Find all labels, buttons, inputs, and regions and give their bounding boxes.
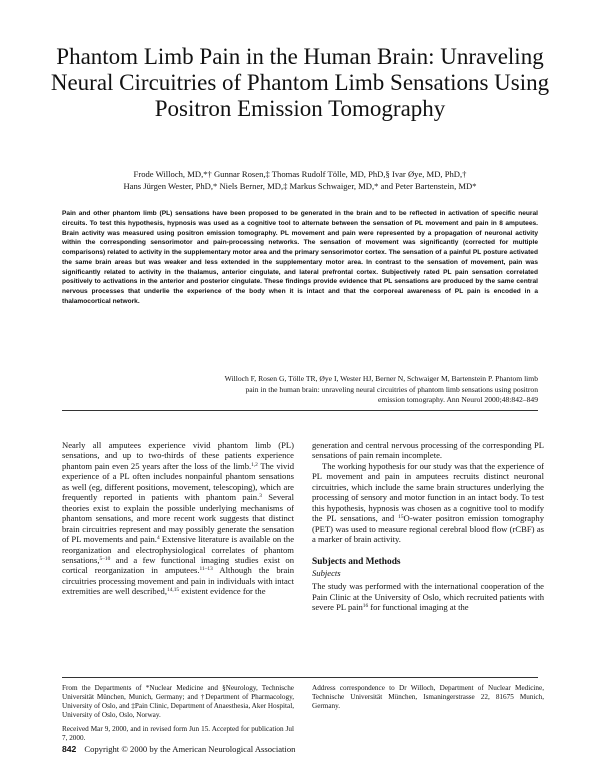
hypothesis-text-a: The working hypothesis for our study was that the experience of PL movement and pain in amputees recruits distinct neuronal circuitries, which include the same brain structures underlying the processing of sensory and motor function in an intact body. To test this hypothesis, hypnosis was chosen as a cognitive tool to modify the PL sensations, and (312, 460, 544, 524)
intro-text-c: Several theories exist to explain the possible underlying mechanisms of phantom sensations, and more recent work suggests that distinct brain circuitries represent and may possibly generate the sensation of PL movements and pain. (62, 492, 295, 545)
citation-line-3: emission tomography. Ann Neurol 2000;48:842–849 (377, 395, 538, 405)
copyright-line: Copyright © 2000 by the American Neurological Association (84, 744, 296, 754)
affiliation-note: From the Departments of *Nuclear Medicine and §Neurology, Technische Universität München, Munich, Germany; and †Department of Pharmacology, University of Oslo, and ‡Pain Clinic, Department of Anaesthesia, Aker Hospital, University of Oslo, Oslo, Norway. (62, 684, 294, 720)
citation-line-2: pain in the human brain: unraveling neural circuitries of phantom limb sensations using positron (245, 384, 538, 394)
author-list (60, 168, 540, 192)
intro-text-g: existent evidence for the (179, 586, 266, 597)
subjects-text-b: for functional imaging at the (368, 602, 469, 613)
subsection-heading: Subjects (312, 567, 341, 578)
footnote-column-left (62, 684, 294, 749)
isotope-superscript: 15 (398, 514, 404, 521)
hypothesis-text-b: O-water positron emission tomography (PET) was used to measure regional cerebral blood flow (rCBF) as a marker of brain activity. (312, 513, 544, 545)
intro-text-e: and a few functional imaging studies exist on cortical reorganization in amputees. (62, 554, 294, 576)
correspondence-note: Address correspondence to Dr Willoch, Department of Nuclear Medicine, Technische Universität München, Ismaningerstrasse 22, 81675 Munich, Germany. (312, 684, 544, 711)
intro-text-f: Although the brain circuitries processing movement and pain in individuals with intact extremities are well described, (62, 565, 294, 597)
footnote-column-right (312, 684, 544, 716)
intro-text-a: Nearly all amputees experience vivid phantom limb (PL) sensations, and up to two-thirds of these patients experience phantom pain even 25 years after the loss of the limb. (62, 440, 294, 471)
subjects-text-a: The study was performed with the international cooperation of the Pain Clinic at the University of Oslo, which recruited patients with severe PL pain (312, 581, 544, 613)
article-title: Phantom Limb Pain in the Human Brain: Unraveling Neural Circuitries of Phantom Limb Sensations Using Positron Emission Tomography (50, 44, 550, 121)
author-line-2: Hans Jürgen Wester, PhD,* Niels Berner, MD,‡ Markus Schwaiger, MD,* and Peter Bartenstein, MD* (123, 181, 477, 191)
ref-superscript: 16 (362, 603, 369, 610)
subjects-paragraph (312, 581, 544, 612)
citation-line-1: Willoch F, Rosen G, Tölle TR, Øye I, Wester HJ, Berner N, Schwaiger M, Bartenstein P. Phantom limb (224, 374, 538, 383)
continued-paragraph: generation and central nervous processing of the corresponding PL sensations of pain remain incomplete. (312, 440, 544, 461)
ref-superscript: 14,15 (167, 587, 180, 594)
intro-paragraph (62, 440, 294, 597)
received-note: Received Mar 9, 2000, and in revised form Jun 15. Accepted for publication Jul 7, 2000. (62, 725, 294, 743)
intro-text-b: The vivid experience of a PL often includes nonpainful phantom sensations as well (eg, different positions, movement, telescoping), which are frequently reported in patients with phantom pain. (62, 460, 294, 503)
hypothesis-paragraph (312, 461, 544, 545)
ref-superscript: 11–13 (199, 566, 213, 573)
header-divider (62, 410, 538, 411)
body-column-right (312, 440, 544, 613)
ref-superscript: 1,2 (251, 461, 258, 468)
footnote-divider (62, 677, 538, 678)
page-footer (62, 744, 295, 754)
page-number: 842 (62, 744, 77, 754)
ref-superscript: 3 (259, 493, 262, 500)
abstract: Pain and other phantom limb (PL) sensations have been proposed to be generated in the brain and to be reflected in activation of specific neural circuits. To test this hypothesis, hypnosis was used as a cognitive tool to alternate between the sensation of PL movement and pain in 8 amputees. Brain activity was measured using positron emission tomography. PL movement and pain were represented by a propagation of neuronal activity within the corresponding sensorimotor and pain-processing networks. The sensation of movement was significantly (corrected for multiple comparisons) related to activity in the supplementary motor area and the primary sensorimotor cortex. The sensation of a painful PL posture activated the same brain areas but was weaker and less extended in the supplementary motor area. In contrast to the sensation of movement, pain was significantly related to activity in the thalamus, anterior cingulate, and lateral prefrontal cortex. Subjectively rated PL pain sensation correlated positively to activations in the anterior and posterior cingulate. These findings provide evidence that PL sensations are produced by the same central nervous processes that underlie the experience of the body when it is intact and that the corporeal awareness of PL pain is encoded in a thalamocortical network. (62, 210, 538, 305)
ref-superscript: 5–10 (99, 555, 111, 562)
citation (168, 374, 538, 406)
section-heading: Subjects and Methods (312, 556, 401, 567)
body-column-left (62, 440, 294, 597)
ref-superscript: 4 (156, 535, 160, 542)
author-line-1: Frode Willoch, MD,*† Gunnar Rosen,‡ Thomas Rudolf Tölle, MD, PhD,§ Ivar Øye, MD, PhD,† (133, 169, 467, 179)
intro-text-d: Extensive literature is available on the reorganization and electrophysiological correlates of phantom sensations, (62, 534, 295, 565)
